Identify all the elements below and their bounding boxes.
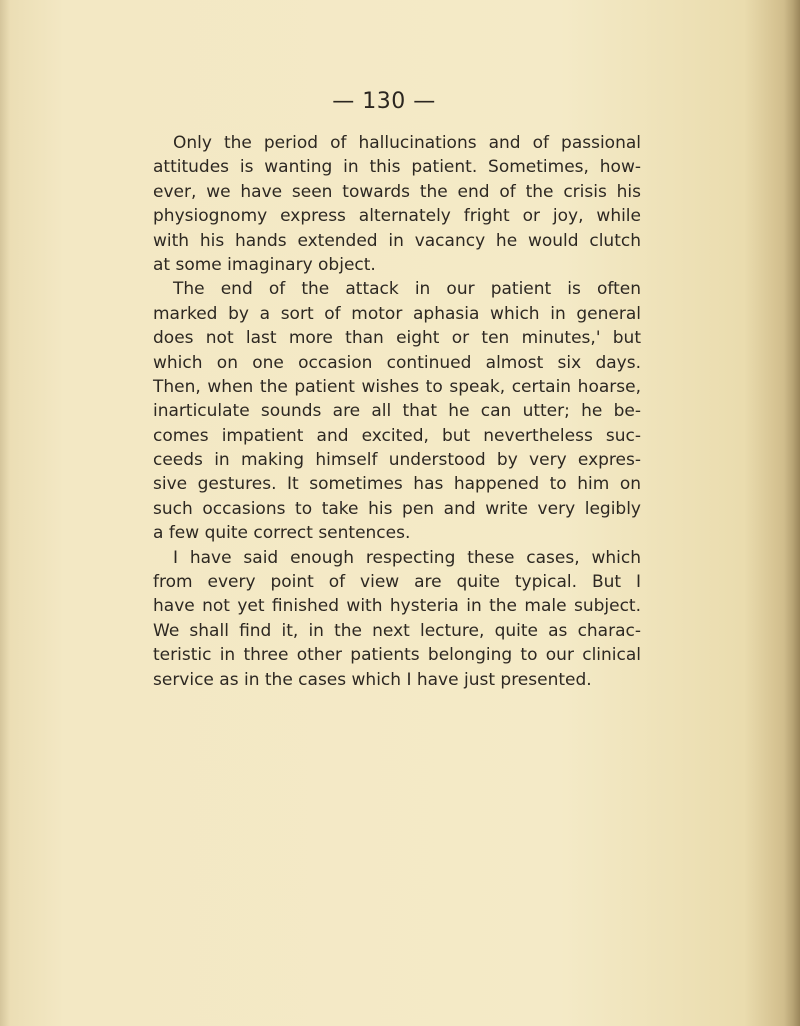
text-line: marked by a sort of motor aphasia which in general: [153, 303, 641, 324]
text-line: teristic in three other patients belonging to our clinical: [153, 645, 641, 666]
text-line: ceeds in making himself understood by very expres-: [153, 450, 641, 471]
text-line: I have said enough respecting these cases, which: [173, 547, 641, 568]
text-line: does not last more than eight or ten minutes,' but: [153, 328, 641, 349]
text-line: at some imaginary object.: [153, 254, 376, 275]
text-line: physiognomy express alternately fright or joy, while: [153, 206, 641, 227]
text-line: with his hands extended in vacancy he would clutch: [153, 230, 641, 251]
text-line: attitudes is wanting in this patient. Sometimes, how-: [153, 157, 641, 178]
text-line: have not yet finished with hysteria in the male subject.: [153, 596, 641, 617]
text-line: ever, we have seen towards the end of the crisis his: [153, 181, 641, 202]
text-line: inarticulate sounds are all that he can utter; he be-: [153, 401, 641, 422]
text-line: from every point of view are quite typical. But I: [153, 572, 641, 593]
text-line: The end of the attack in our patient is often: [173, 279, 641, 300]
text-line: service as in the cases which I have just presented.: [153, 669, 592, 690]
body-text: [153, 131, 641, 692]
text-line: Then, when the patient wishes to speak, certain hoarse,: [153, 376, 641, 397]
text-line: Only the period of hallucinations and of passional: [173, 133, 641, 153]
page-right-edge-shadow: [784, 0, 800, 1026]
text-line: such occasions to take his pen and write very legibly: [153, 498, 641, 519]
text-line: which on one occasion continued almost six days.: [153, 352, 641, 373]
page-left-shadow: [0, 0, 10, 1026]
text-line: sive gestures. It sometimes has happened to him on: [153, 474, 641, 495]
page-number: — 130 —: [332, 89, 436, 114]
text-line: We shall find it, in the next lecture, quite as charac-: [153, 620, 641, 641]
text-line: comes impatient and excited, but nevertheless suc-: [153, 425, 641, 446]
text-line: a few quite correct sentences.: [153, 523, 411, 544]
